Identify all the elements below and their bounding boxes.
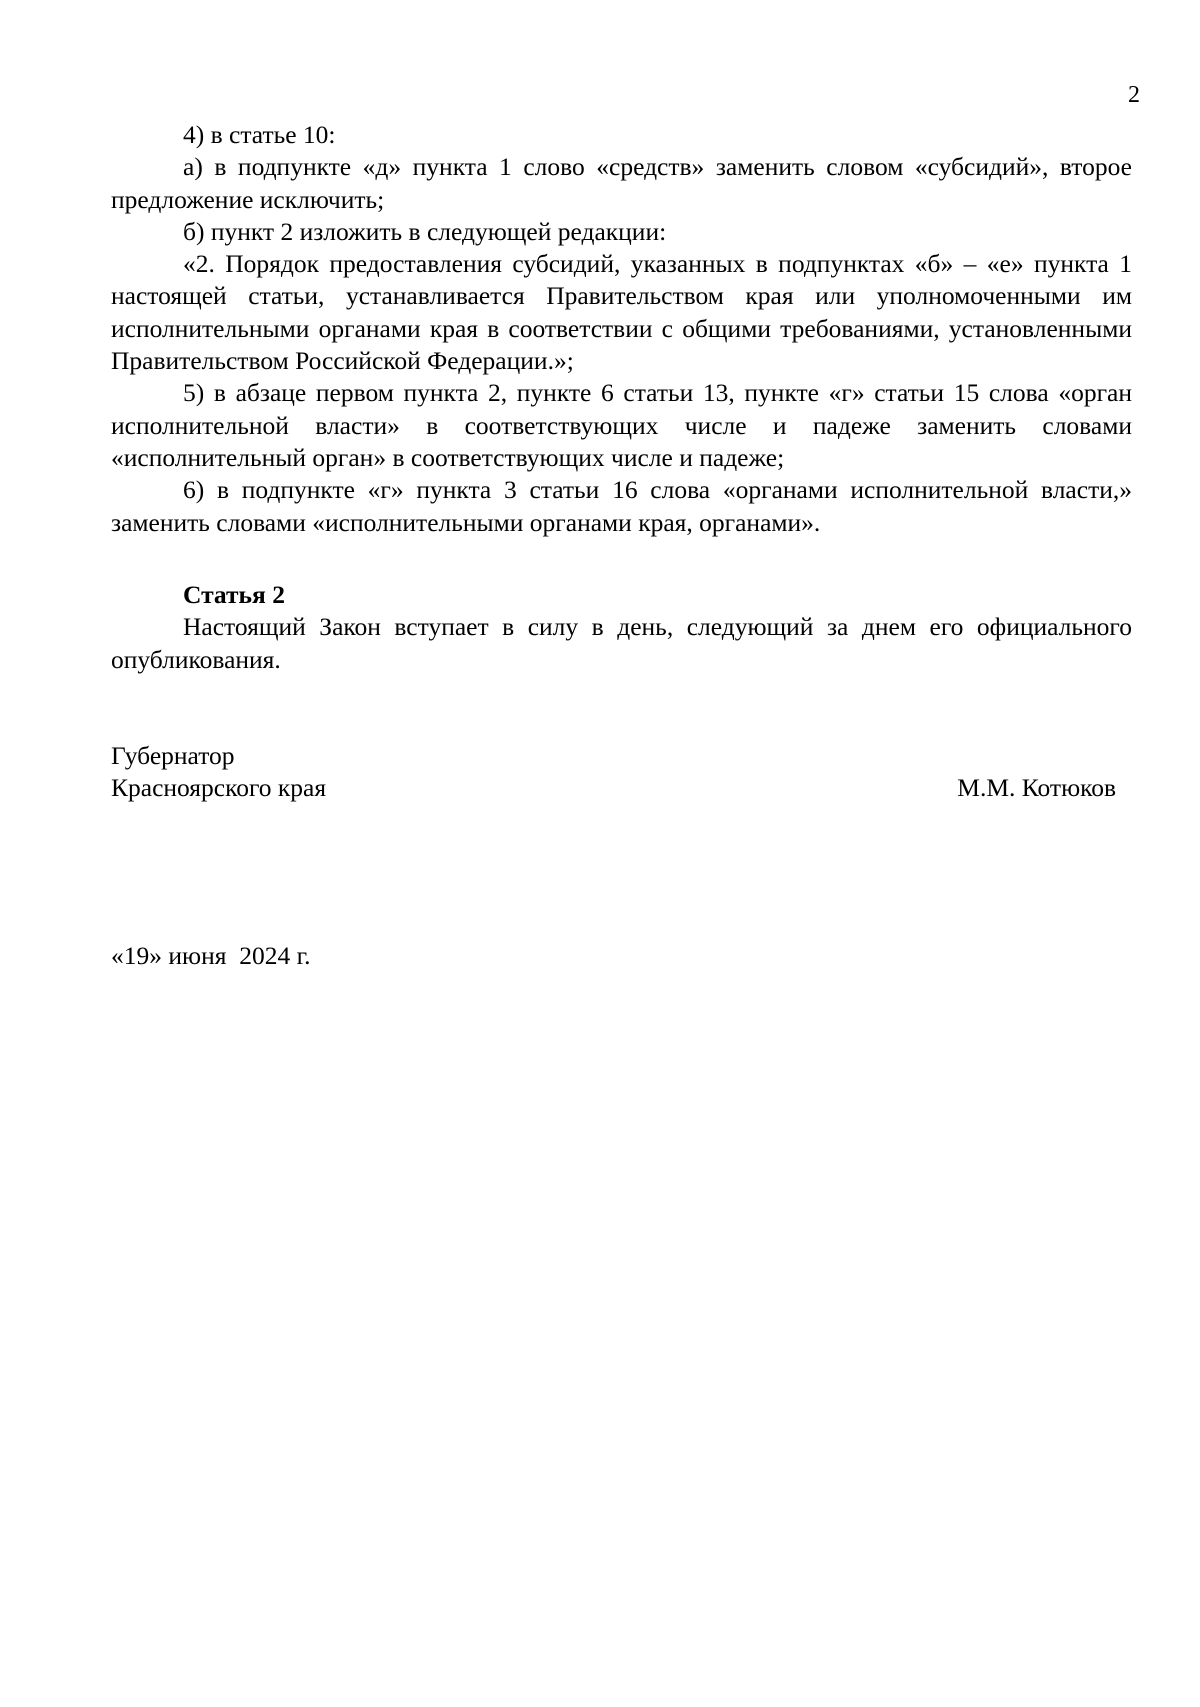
signatory-title-line-1: Губернатор xyxy=(111,741,235,770)
article-2-text: Настоящий Закон вступает в силу в день, следующий за днем его официального опубликования. xyxy=(111,612,1132,674)
signature-block xyxy=(111,740,1116,805)
paragraph-item-6: 6) в подпункте «г» пункта 3 статьи 16 слова «органами исполнительной власти,» заменить словами «исполнительными органами края, органами». xyxy=(111,475,1132,537)
article-2-heading: Статья 2 xyxy=(183,580,285,609)
amendments-section xyxy=(111,119,1132,539)
paragraph-subitem-a: а) в подпункте «д» пункта 1 слово «средств» заменить словом «субсидий», второе предложение исключить; xyxy=(111,152,1132,214)
paragraph-article-10: 4) в статье 10: xyxy=(183,120,336,149)
article-2-section xyxy=(111,579,1132,676)
paragraph-item-5: 5) в абзаце первом пункта 2, пункте 6 статьи 13, пункте «г» статьи 15 слова «орган исполнительной власти» в соответствующих числе и падеже заменить словами «исполнительный орган» в соответствующих числе и падеже; xyxy=(111,378,1132,472)
signatory-name: М.М. Котюков xyxy=(957,773,1116,803)
signature-line xyxy=(111,772,1116,804)
paragraph-new-wording: «2. Порядок предоставления субсидий, указанных в подпунктах «б» – «е» пункта 1 настоящей статьи, устанавливается Правительством края или уполномоченными им исполнительными органами края в соответствии с общими требованиями, установленными Правительством Российской Федерации.»; xyxy=(111,249,1132,376)
signatory-title-line-2: Красноярского края xyxy=(111,773,327,803)
signing-date: «19» июня 2024 г. xyxy=(111,941,311,970)
page-number: 2 xyxy=(1128,82,1140,108)
paragraph-subitem-b: б) пункт 2 изложить в следующей редакции: xyxy=(183,216,667,246)
